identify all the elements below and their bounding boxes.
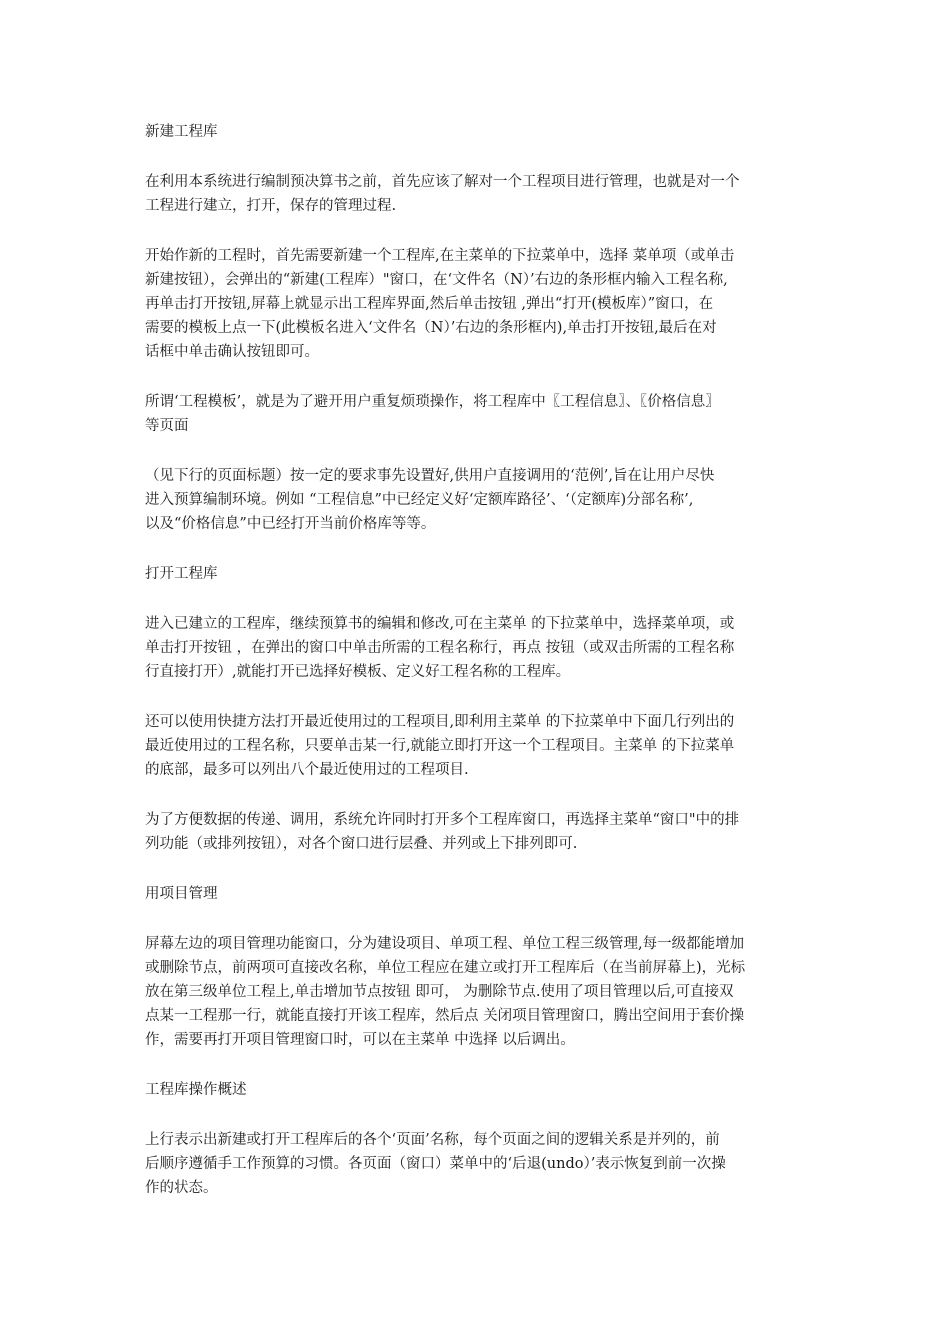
text-line: 放在第三级单位工程上,单击增加节点按钮 即可， 为删除节点.使用了项目管理以后,可直接双 <box>145 984 734 1000</box>
section-heading <box>145 120 825 144</box>
text-line: 开始作新的工程时，首先需要新建一个工程库,在主菜单的下拉菜单中，选择 菜单项（或单击 <box>145 248 735 264</box>
body-paragraph <box>145 808 825 856</box>
body-paragraph <box>145 932 825 1052</box>
text-line: 新建工程库 <box>145 124 218 140</box>
text-line: 进入已建立的工程库，继续预算书的编辑和修改,可在主菜单 的下拉菜单中，选择菜单项，或 <box>145 616 735 632</box>
body-paragraph <box>145 710 825 782</box>
body-paragraph <box>145 244 825 364</box>
body-paragraph <box>145 612 825 684</box>
text-line: 为了方便数据的传递、调用，系统允许同时打开多个工程库窗口，再选择主菜单“窗口"中的排 <box>145 812 740 828</box>
text-line: 上行表示出新建或打开工程库后的各个‘页面’名称，每个页面之间的逻辑关系是并列的，前 <box>145 1132 720 1148</box>
text-line: 再单击打开按钮,屏幕上就显示出工程库界面,然后单击按钮 ,弹出“打开(模板库）”窗口，在 <box>145 296 714 312</box>
text-line: 在利用本系统进行编制预决算书之前，首先应该了解对一个工程项目进行管理，也就是对一个 <box>145 174 740 190</box>
text-line: 最近使用过的工程名称，只要单击某一行,就能立即打开这一个工程项目。主菜单 的下拉菜单 <box>145 738 735 754</box>
text-line: 单击打开按钮 ，在弹出的窗口中单击所需的工程名称行，再点 按钮（或双击所需的工程名称 <box>145 640 735 656</box>
text-line: 新建按钮），会弹出的“新建(工程库）"窗口，在‘文件名（N）’右边的条形框内输入工程名称, <box>145 272 728 288</box>
text-line: 的底部，最多可以列出八个最近使用过的工程项目. <box>145 762 469 778</box>
text-line: 列功能（或排列按钮），对各个窗口进行层叠、并列或上下排列即可. <box>145 836 578 852</box>
text-line: （见下行的页面标题）按一定的要求事先设置好,供用户直接调用的‘范例’,旨在让用户尽快 <box>145 468 715 484</box>
text-line: 话框中单击确认按钮即可。 <box>145 344 319 360</box>
body-paragraph <box>145 170 825 218</box>
body-paragraph <box>145 1128 825 1200</box>
section-heading <box>145 1078 825 1102</box>
text-line: 作的状态。 <box>145 1180 218 1196</box>
text-line: 或删除节点，前两项可直接改名称，单位工程应在建立或打开工程库后（在当前屏幕上)，光标 <box>145 960 746 976</box>
text-line: 以及“价格信息”中已经打开当前价格库等等。 <box>145 516 436 532</box>
text-line: 作，需要再打开项目管理窗口时，可以在主菜单 中选择 以后调出。 <box>145 1032 575 1048</box>
text-line: 后顺序遵循手工作预算的习惯。各页面（窗口）菜单中的‘后退(undo）’表示恢复到前一次操 <box>145 1156 726 1172</box>
text-line: 等页面 <box>145 418 189 434</box>
body-paragraph <box>145 390 825 438</box>
section-heading <box>145 882 825 906</box>
document-page <box>145 120 825 1226</box>
section-heading <box>145 562 825 586</box>
text-line: 用项目管理 <box>145 886 218 902</box>
text-line: 还可以使用快捷方法打开最近使用过的工程项目,即利用主菜单 的下拉菜单中下面几行列出的 <box>145 714 735 730</box>
text-line: 点某一工程那一行，就能直接打开该工程库，然后点 关闭项目管理窗口，腾出空间用于套价操 <box>145 1008 745 1024</box>
body-paragraph <box>145 464 825 536</box>
text-line: 所谓‘工程模板’，就是为了避开用户重复烦琐操作，将工程库中〖工程信息〗、〖价格信息〗 <box>145 394 720 410</box>
text-line: 工程进行建立，打开，保存的管理过程. <box>145 198 397 214</box>
text-line: 进入预算编制环境。例如 “工程信息”中已经定义好‘定额库路径’、‘（定额库)分部名称’, <box>145 492 694 508</box>
text-line: 工程库操作概述 <box>145 1082 247 1098</box>
text-line: 屏幕左边的项目管理功能窗口，分为建设项目、单项工程、单位工程三级管理,每一级都能增加 <box>145 936 745 952</box>
text-line: 打开工程库 <box>145 566 218 582</box>
text-line: 行直接打开）,就能打开已选择好模板、定义好工程名称的工程库。 <box>145 664 571 680</box>
text-line: 需要的模板上点一下(此模板名进入‘文件名（N）’右边的条形框内),单击打开按钮,最后在对 <box>145 320 717 336</box>
